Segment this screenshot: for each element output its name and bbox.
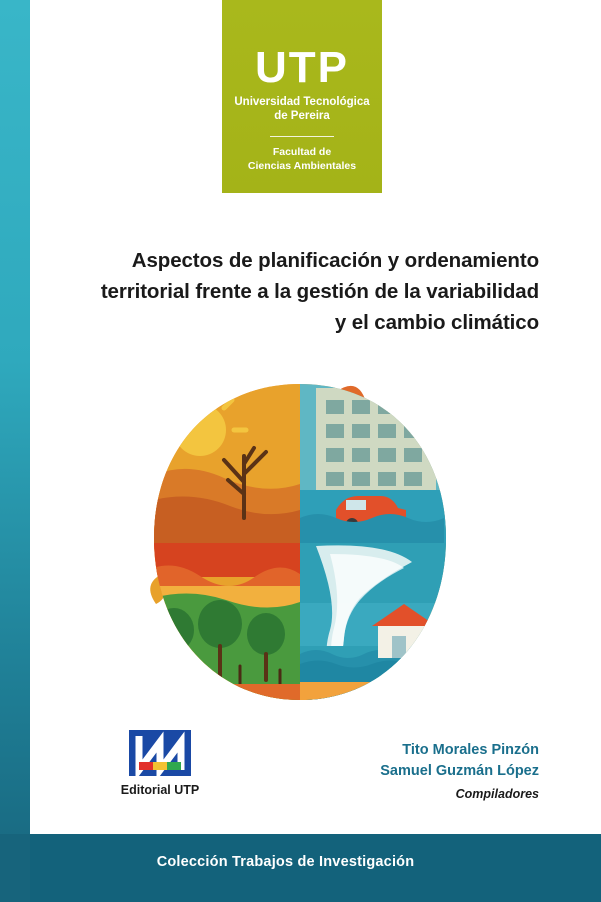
university-line-2: de Pereira [274,110,330,122]
imprint-block [100,730,220,797]
title-line-2: territorial frente a la gestión de la variabilidad [100,280,539,303]
author-name-2: Samuel Guzmán López [380,763,539,779]
title-line-1: Aspectos de planificación y ordenamiento [131,249,539,272]
authors-block [279,740,539,801]
left-accent-stripe [0,0,30,902]
publisher-badge [222,0,382,193]
utp-logo-text: UTP [255,43,349,92]
faculty-line-1: Facultad de [272,146,332,158]
cover-illustration [140,378,460,708]
university-name [222,95,382,123]
authors-role: Compiladores [455,787,539,801]
author-name-1: Tito Morales Pinzón [402,742,539,758]
faculty-name [222,145,382,173]
footer-band [0,834,601,902]
collection-label: Colección Trabajos de Investigación [156,854,415,870]
cover-title [66,245,539,338]
university-line-1: Universidad Tecnológica [234,96,370,108]
faculty-line-2: Ciencias Ambientales [247,160,357,172]
badge-divider [270,136,334,137]
infinity-mark-icon [129,730,191,776]
title-line-3: y el cambio climático [334,311,539,334]
imprint-label: Editorial UTP [120,783,200,797]
